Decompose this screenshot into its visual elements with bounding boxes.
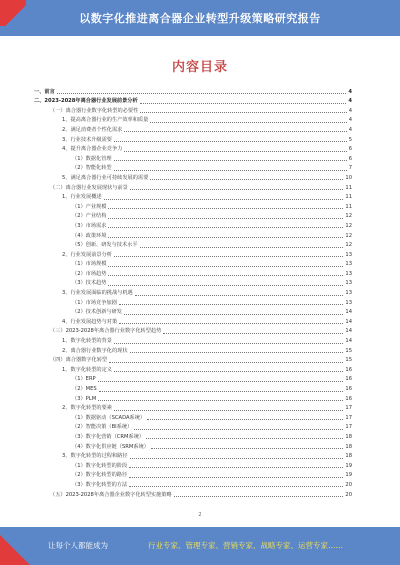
toc-entry-title: （5）创新、研发与技术水平 [72,242,138,249]
toc-entry-title: （1）产业规模 [72,203,107,210]
table-of-contents [34,86,352,499]
toc-entry-title: （3）PLM [72,395,97,402]
report-header [0,0,400,36]
footer-slogan: 让每个人都能成为 [48,541,108,550]
toc-entry-page: 12 [345,222,352,229]
toc-entry[interactable] [34,124,352,134]
toc-entry-title: （1）数据化管理 [72,155,112,162]
toc-dot-leader [99,391,344,392]
toc-dot-leader [174,496,344,497]
toc-dot-leader [108,218,343,219]
toc-entry[interactable] [34,479,352,489]
toc-entry[interactable] [34,355,352,365]
toc-entry-title: （五）2023-2028年离合器企业数字化转型实施策略 [50,491,172,498]
toc-entry-title: （4）数字化供应链（SRM系统） [72,443,149,450]
toc-entry[interactable] [34,182,352,192]
toc-entry[interactable] [34,96,352,106]
toc-dot-leader [150,122,346,123]
toc-entry-page: 12 [345,232,352,239]
toc-entry[interactable] [34,470,352,480]
toc-entry-title: （2）技术创新与研发 [72,309,122,316]
toc-entry-page: 11 [345,194,352,201]
toc-dot-leader [114,160,347,161]
toc-entry-page: 16 [345,386,352,392]
toc-entry[interactable] [34,86,352,96]
toc-entry-page: 4 [348,117,352,124]
toc-entry[interactable] [34,412,352,422]
toc-entry-title: （4）政策环境 [72,232,107,239]
toc-dot-leader [129,486,343,487]
toc-entry[interactable] [34,278,352,288]
toc-entry-title: 3、数字化转型的过程和路径 [62,453,128,460]
toc-entry-page: 14 [345,328,352,335]
toc-entry[interactable] [34,403,352,413]
toc-dot-leader [146,438,343,439]
toc-entry-title: 2、行业发展前景分析 [62,251,112,258]
toc-dot-leader [108,208,343,209]
toc-dot-leader [147,419,343,420]
toc-dot-leader [130,352,344,353]
toc-entry-page: 17 [345,424,352,431]
toc-entry-page: 14 [345,338,352,345]
toc-entry-page: 14 [345,309,352,316]
toc-dot-leader [108,275,343,276]
toc-entry[interactable] [34,115,352,125]
footer-roles: 行业专家、管理专家、营销专家、战略专家、运营专家…… [148,541,343,550]
toc-entry[interactable] [34,393,352,403]
toc-entry[interactable] [34,364,352,374]
toc-entry[interactable] [34,192,352,202]
report-title: 以数字化推进离合器企业转型升级策略研究报告 [79,12,321,25]
toc-entry-page: 19 [345,462,352,469]
toc-dot-leader [114,343,343,344]
toc-entry-page: 16 [345,395,352,402]
toc-dot-leader [109,362,343,363]
toc-entry-page: 17 [345,414,352,421]
toc-dot-leader [130,189,344,190]
toc-entry-title: （2）数字化转型的路径 [72,472,128,479]
toc-entry-page: 13 [345,280,352,287]
toc-entry[interactable] [34,105,352,115]
toc-entry-title: 1、提高离合器行业的生产效率和质量 [62,117,149,124]
toc-entry[interactable] [34,374,352,384]
toc-entry-title: （1）数字化转型的阶段 [72,462,128,469]
toc-dot-leader [104,199,344,200]
toc-entry-page: 13 [345,251,352,258]
toc-entry[interactable] [34,211,352,221]
toc-dot-leader [124,131,346,132]
toc-heading: 内容目录 [171,60,228,75]
toc-entry-title: （1）市场竞争加剧 [72,299,117,306]
toc-dot-leader [129,477,343,478]
toc-entry-page: 11 [345,203,352,210]
toc-entry[interactable] [34,201,352,211]
toc-entry-title: （一）离合器行业数字化转型的必要性 [50,107,139,114]
toc-entry[interactable] [34,460,352,470]
toc-entry-page: 20 [345,491,352,498]
toc-entry-title: （1）ERP [72,376,96,383]
toc-dot-leader [135,295,344,296]
toc-entry-page: 14 [345,318,352,325]
toc-entry-page: 12 [345,242,352,249]
toc-entry-page: 5 [348,136,352,143]
toc-entry-page: 10 [345,174,352,181]
toc-entry-title: （3）数字化营销（CRM系统） [72,433,145,440]
toc-entry-page: 12 [345,213,352,220]
toc-entry-title: （2）智能化转型 [72,165,112,172]
toc-entry-title: 2、数字化转型的要素 [62,405,112,412]
toc-dot-leader [140,112,346,113]
toc-dot-leader [114,410,343,411]
toc-entry[interactable] [34,144,352,154]
toc-entry-page: 4 [348,107,352,114]
toc-entry[interactable] [34,326,352,336]
toc-dot-leader [130,458,344,459]
toc-entry-title: （四）离合器数字化转型 [50,357,108,364]
toc-entry[interactable] [34,163,352,173]
toc-dot-leader [124,314,343,315]
toc-dot-leader [129,467,343,468]
toc-entry-page: 13 [345,299,352,306]
toc-entry-page: 13 [345,290,352,297]
footer-corner [0,535,30,565]
toc-dot-leader [163,333,343,334]
toc-entry-title: （1）数据驱动（SCADA系统） [72,414,146,421]
toc-entry-title: 3、行业发展面临的挑战与机遇 [62,290,133,297]
toc-entry-title: 5、满足离合器行业可持续发展的需要 [62,174,149,181]
toc-entry[interactable] [34,134,352,144]
toc-entry-page: 17 [345,405,352,412]
toc-entry-page: 15 [345,347,352,354]
toc-entry[interactable] [34,172,352,182]
toc-entry-page: 18 [345,433,352,440]
toc-entry-page: 16 [345,366,352,373]
toc-entry-page: 18 [345,453,352,460]
toc-entry[interactable] [34,249,352,259]
report-footer [0,527,400,565]
toc-dot-leader [119,304,344,305]
toc-dot-leader [114,170,347,171]
toc-entry[interactable] [34,441,352,451]
toc-entry-title: 1、行业发展概述 [62,194,102,201]
toc-entry-title: 4、行业发展趋势与对策 [62,318,118,325]
toc-dot-leader [108,227,343,228]
toc-entry[interactable] [34,220,352,230]
toc-entry-page: 19 [345,472,352,479]
page-number: 2 [198,512,202,518]
toc-entry-title: （2）市场趋势 [72,270,107,277]
toc-entry-title: 2、满足消费者个性化需求 [62,126,123,133]
toc-entry-page: 20 [345,481,352,488]
toc-dot-leader [114,371,343,372]
toc-entry-page: 13 [345,261,352,268]
toc-dot-leader [57,93,347,94]
toc-entry[interactable] [34,259,352,269]
toc-dot-leader [108,266,343,267]
toc-entry-page: 11 [345,184,352,191]
toc-entry-title: 一、前言 [34,88,55,95]
toc-dot-leader [151,448,343,449]
toc-entry-page: 4 [348,98,352,105]
toc-dot-leader [140,103,347,104]
toc-dot-leader [134,429,343,430]
toc-entry-page: 6 [348,146,352,153]
toc-entry-title: （三）2023-2028年离合器行业数字化转型趋势 [50,328,162,335]
toc-entry[interactable] [34,316,352,326]
toc-entry-title: （2）产业结构 [72,213,107,220]
toc-entry-title: （3）技术趋势 [72,280,107,287]
toc-entry[interactable] [34,153,352,163]
toc-entry[interactable] [34,422,352,432]
toc-entry[interactable] [34,383,352,393]
toc-entry-page: 15 [345,357,352,364]
toc-entry[interactable] [34,451,352,461]
toc-entry-title: （2）MES [72,386,97,392]
toc-entry-title: 4、提升离合器企业竞争力 [62,146,123,153]
toc-dot-leader [108,237,343,238]
toc-entry[interactable] [34,489,352,499]
toc-entry-title: 3、行业技术升级需要 [62,136,112,143]
toc-entry-title: （二）离合器行业发展现状与前景 [50,184,128,191]
toc-entry-title: （3）市场需求 [72,222,107,229]
toc-entry-title: 1、数字化转型的背景 [62,338,112,345]
toc-dot-leader [119,323,343,324]
toc-entry[interactable] [34,431,352,441]
toc-entry-page: 4 [348,126,352,133]
toc-entry-title: （2）智能决策（BI系统） [72,424,133,431]
toc-dot-leader [98,381,344,382]
toc-dot-leader [140,247,344,248]
toc-entry[interactable] [34,297,352,307]
toc-entry[interactable] [34,230,352,240]
toc-entry[interactable] [34,335,352,345]
toc-entry[interactable] [34,268,352,278]
toc-entry[interactable] [34,240,352,250]
toc-entry[interactable] [34,287,352,297]
toc-entry-title: 1、数字化转型的定义 [62,366,112,373]
toc-entry-title: （3）数字化转型的方法 [72,481,128,488]
toc-entry-page: 7 [348,165,352,172]
toc-dot-leader [108,285,343,286]
toc-dot-leader [150,179,343,180]
toc-entry-title: （1）市场规模 [72,261,107,268]
toc-entry[interactable] [34,345,352,355]
toc-entry-page: 4 [348,88,352,95]
toc-entry[interactable] [34,307,352,317]
toc-dot-leader [114,141,347,142]
toc-dot-leader [114,256,343,257]
toc-entry-title: 二、2023-2028年离合器行业发展前景分析 [34,98,138,105]
toc-dot-leader [124,151,346,152]
toc-entry-page: 16 [345,376,352,383]
toc-entry-title: 2、离合器行业数字化的现状 [62,347,128,354]
toc-entry-page: 13 [345,270,352,277]
toc-entry-page: 18 [345,443,352,450]
toc-dot-leader [98,400,343,401]
toc-entry-page: 6 [348,155,352,162]
